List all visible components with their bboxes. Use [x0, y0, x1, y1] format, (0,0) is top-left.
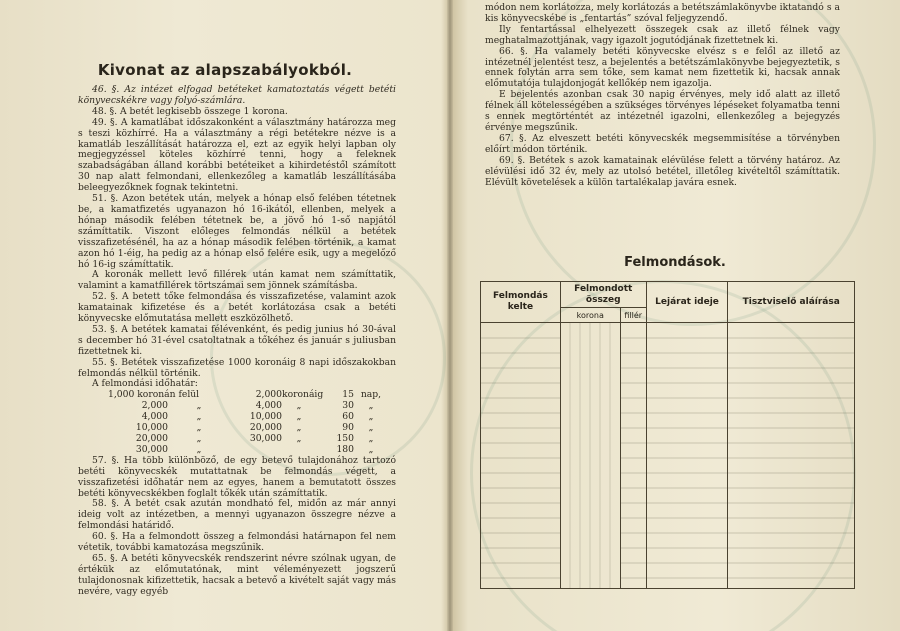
header-due-date: Lejárat ideje — [646, 282, 728, 323]
notice-date-column[interactable] — [481, 323, 561, 589]
section-55: 55. §. Betétek visszafizetése 1000 koronáig 8 napi időszakokban felmondás nélkül történik. — [78, 356, 396, 379]
intervals-label: A felmondási időhatár: — [92, 378, 198, 390]
section-65: 65. §. A betéti könyvecskék rendszerint névre szólnak ugyan, de értékük az előmutatónak, mint véleményezett jogszerű tulajdonosnak kifizettetik, hacsak a betevő a kivételt saját vagy más nevére, vagy egyéb — [78, 552, 396, 597]
header-notice-date: Felmondás kelte — [481, 282, 561, 323]
korona-column[interactable] — [560, 323, 620, 589]
interval-row: 10,000 „ 20,000 „ 90 „ — [135, 422, 374, 434]
section-57: 57. §. Ha több különböző, de egy betevő tulajdonához tartozó betéti könyvecskék mutattatnak be felmondás végett, a visszafizetési időhatár nem az egyes, hanem a bemutatott összes betéti könyvecskékben foglalt tőkék után számíttatik. — [78, 454, 396, 499]
notices-title: Felmondások. — [624, 255, 726, 270]
header-korona: korona — [560, 308, 620, 323]
right-page — [450, 0, 900, 631]
interval-row: 20,000 „ 30,000 „ 150 „ — [135, 433, 374, 444]
bylaws-text — [78, 85, 396, 598]
notices-table — [480, 281, 855, 589]
intervals-table — [78, 390, 396, 455]
section-46: 46. §. Az intézet elfogad betéteket kamatoztatás végett betéti könyvecskékre vagy folyó-számlára. — [78, 84, 396, 106]
signature-column[interactable] — [728, 323, 855, 589]
filler-column[interactable] — [620, 323, 646, 589]
header-clerk-signature: Tisztviselő aláírása — [728, 282, 855, 323]
section-67: 67. §. Az elveszett betéti könyvecskék megsemmisítése a törvényben előírt módon történik. — [485, 132, 840, 155]
due-date-column[interactable] — [646, 323, 728, 589]
interval-row: 30,000 „ 180 „ — [135, 443, 374, 455]
section-65-continued: módon nem korlátozza, mely korlátozás a betétszámlakönyvbe iktatandó s a kis könyvecskébe is „fentartás” szóval feljegyzendő. — [485, 2, 840, 24]
section-69: 69. §. Betétek s azok kamatainak elévülése felett a törvény határoz. Az elévülési idő 32 év, mely az utolsó betétel, illetőleg kivételtől számíttatik. Elévült követelések a külön tartalékalap javára esnek. — [485, 154, 840, 188]
section-51-note: A koronák mellett levő fillérek után kamat nem számíttatik, valamint a kamatfillérek törtszámai sem jönnek számításba. — [78, 269, 396, 292]
bylaws-text-continued — [485, 3, 840, 188]
section-66-note: E bejelentés azonban csak 30 napig érvényes, mely idő alatt az illető félnek áll kötelességében a szükséges törvényes lépéseket folyamatba tenni s ennek megtörténtét az intézetnél igazolni, ellenkezőleg a bejegyzés érvénye megszűnik. — [485, 89, 840, 133]
section-49: 49. §. A kamatlábat időszakonként a választmány határozza meg s teszi közhírré. Ha a választmány a régi betétekre nézve is a kamatláb leszállítását határozza el, ezt az egyik helyi lapban oly megjegyzéssel köteles közhírré tenni, hogy a feleknek szabadságában álland korábbi betéteiket a kihirdetéstől számított 30 nap alatt felmondani, ellenkezőleg a kamatláb leszállításába beleegyezőknek fognak tekintetni. — [78, 116, 396, 194]
section-53: 53. §. A betétek kamatai félévenként, és pedig junius hó 30-ával s december hó 31-ével csatoltatnak a tőkéhez és január s juliusban fizettetnek ki. — [78, 323, 396, 357]
section-65-note: Ily fentartással elhelyezett összegek csak az illető félnek vagy meghatalmazottjának, vagy igazolt jogutódjának fizettetnek ki. — [485, 23, 840, 46]
section-58: 58. §. A betét csak azután mondható fel, midőn az már annyi ideig volt az intézetben, a mennyi ugyanazon összegre nézve a felmondási határidő. — [78, 498, 396, 532]
interval-row: 2,000 „ 4,000 „ 30 „ — [141, 400, 374, 412]
interval-row: 1,000 koronán felül 2,000 koronáig 15 nap, — [108, 389, 382, 401]
header-filler: fillér — [620, 308, 646, 323]
section-60: 60. §. Ha a felmondott összeg a felmondási határnapon fel nem vétetik, további kamatozása megszűnik. — [78, 531, 396, 554]
section-66: 66. §. Ha valamely betéti könyvecske elvész s e felől az illető az intézetnél jelentést tesz, a bejelentés a betétszámlakönyvbe bejegyeztetik, s ennek folytán arra sem tőke, sem kamat nem fizettetik ki, hacsak annak előmutatója tulajdonjogát kellőkép nem igazolja. — [485, 45, 840, 90]
header-amount: Felmondott összeg — [560, 282, 646, 308]
section-52: 52. §. A betett tőke felmondása és visszafizetése, valamint azok kamatainak kifizetése és a betét korlátozása csak a betéti könyvecske előmutatása mellett eszközölhető. — [78, 291, 396, 325]
section-48: 48. §. A betét legkisebb összege 1 korona. — [92, 105, 288, 117]
section-51: 51. §. Azon betétek után, melyek a hónap első felében tétetnek be, a kamatfizetés ugyanazon hó 16-ikától, ellenben, melyek a hónap második felében tétetnek be, a jövő hó 1-ső napjától számíttatik. Viszont előleges felmondás nélkül a betétek visszafizetésénél, ha az a hónap második felében történik, a kamat azon hó 1-éig, ha pedig az a hónap első felére esik, ugy a megelőző hó 16-ig számíttatik. — [78, 193, 396, 270]
interval-row: 4,000 „ 10,000 „ 60 „ — [141, 411, 374, 423]
page-title: Kivonat az alapszabályokból. — [97, 61, 353, 79]
